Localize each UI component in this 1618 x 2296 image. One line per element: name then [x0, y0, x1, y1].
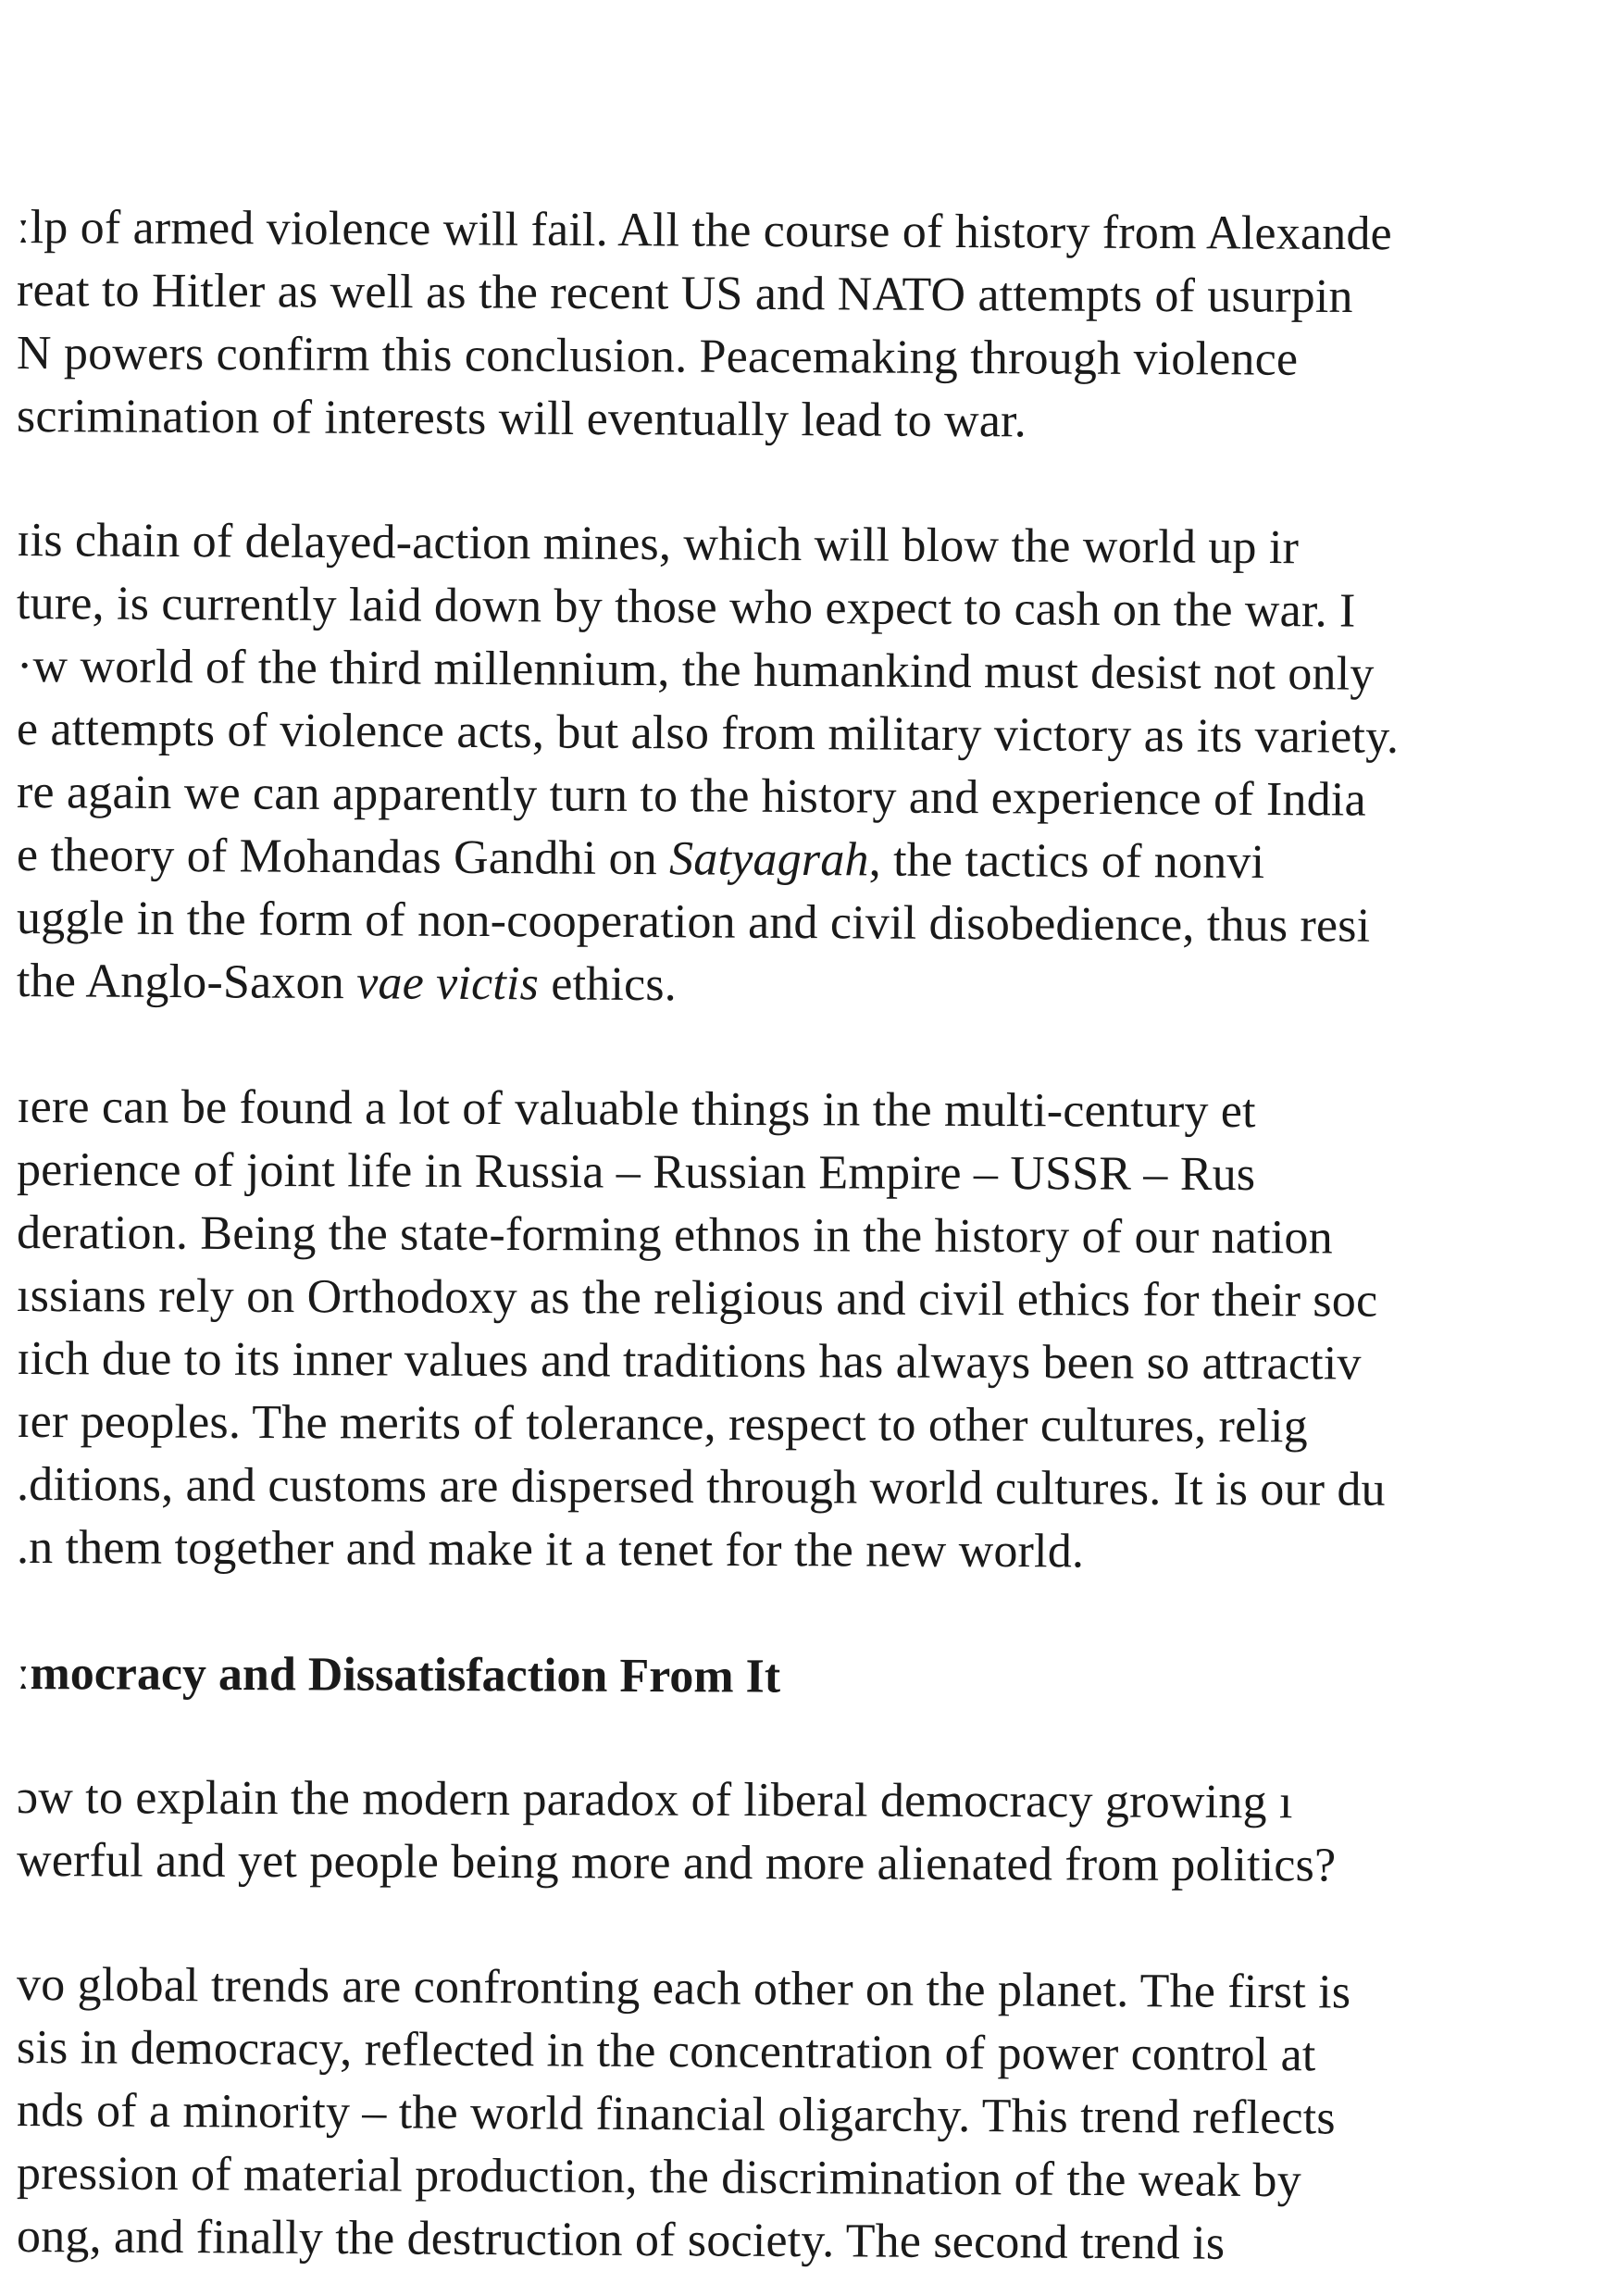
paragraph-1-line-2: reat to Hitler as well as the recent US and NATO attempts of usurpin [16, 264, 1353, 324]
paragraph-3-line-1: ɪere can be found a lot of valuable things in the multi-century et [16, 1080, 1256, 1139]
paragraph-1-line-1: ːlp of armed violence will fail. All the course of history from Alexande [16, 201, 1393, 261]
italic-satyagrah: Satyagrah [668, 832, 869, 887]
section-paragraph-1-line-2: werful and yet people being more and more alienated from politics? [16, 1834, 1337, 1892]
paragraph-3-line-3: deration. Being the state-forming ethnos in the history of our nation [16, 1206, 1333, 1265]
paragraph-3-line-2: perience of joint life in Russia – Russian Empire – USSR – Rus [16, 1143, 1256, 1202]
paragraph-2-line-4: e attempts of violence acts, but also from military victory as its variety. [16, 703, 1400, 764]
paragraph-1-line-3: N powers confirm this conclusion. Peacemaking through violence [16, 327, 1299, 386]
paragraph-3-line-6: ɪer peoples. The merits of tolerance, respect to other cultures, relig [16, 1395, 1308, 1454]
paragraph-2-line-6 [17, 826, 1618, 894]
line-6-prefix: e theory of Mohandas Gandhi on [16, 829, 670, 886]
section-paragraph-2-line-1: vo global trends are confronting each other on the planet. The first is [16, 1958, 1351, 2019]
paragraph-2-line-3: ·w world of the third millennium, the humankind must desist not only [16, 640, 1375, 701]
line-8-prefix: the Anglo-Saxon [16, 955, 357, 1010]
italic-vae-victis: vae victis [356, 956, 540, 1011]
paragraph-3-line-4: ıssians rely on Orthodoxy as the religious and civil ethics for their soc [16, 1269, 1378, 1328]
line-6-suffix: , the tactics of nonvi [868, 833, 1265, 890]
paragraph-2-line-7: uggle in the form of non-cooperation and civil disobedience, thus resi [16, 892, 1371, 953]
section-paragraph-2-line-5: ong, and finally the destruction of society. The second trend is [16, 2210, 1226, 2270]
paragraph-2-line-5: re again we can apparently turn to the history and experience of India [16, 766, 1366, 827]
paragraph-3-line-5: ɪich due to its inner values and traditions has always been so attractiv [16, 1332, 1362, 1391]
section-paragraph-2-line-3: nds of a minority – the world financial oligarchy. This trend reflects [16, 2084, 1336, 2145]
paragraph-1-line-4: scrimination of interests will eventually lead to war. [16, 390, 1027, 448]
section-paragraph-2-line-4: pression of material production, the discrimination of the weak by [16, 2147, 1302, 2208]
paragraph-2-line-8 [17, 952, 1618, 1020]
line-8-suffix: ethics. [538, 957, 678, 1012]
section-paragraph-1-line-1: ɔw to explain the modern paradox of liberal democracy growing ı [16, 1771, 1293, 1829]
section-heading: ːmocracy and Dissatisfaction From It [16, 1647, 781, 1703]
paragraph-2-line-1: ɪis chain of delayed-action mines, which will blow the world up ir [16, 514, 1300, 575]
section-paragraph-2-line-2: sis in democracy, reflected in the concentration of power control at [16, 2021, 1316, 2082]
paragraph-3-line-7: .ditions, and customs are dispersed through world cultures. It is our du [16, 1458, 1386, 1516]
paragraph-2-line-2: ture, is currently laid down by those who expect to cash on the war. I [16, 577, 1356, 638]
paragraph-3-line-8: .n them together and make it a tenet for the new world. [16, 1521, 1085, 1578]
